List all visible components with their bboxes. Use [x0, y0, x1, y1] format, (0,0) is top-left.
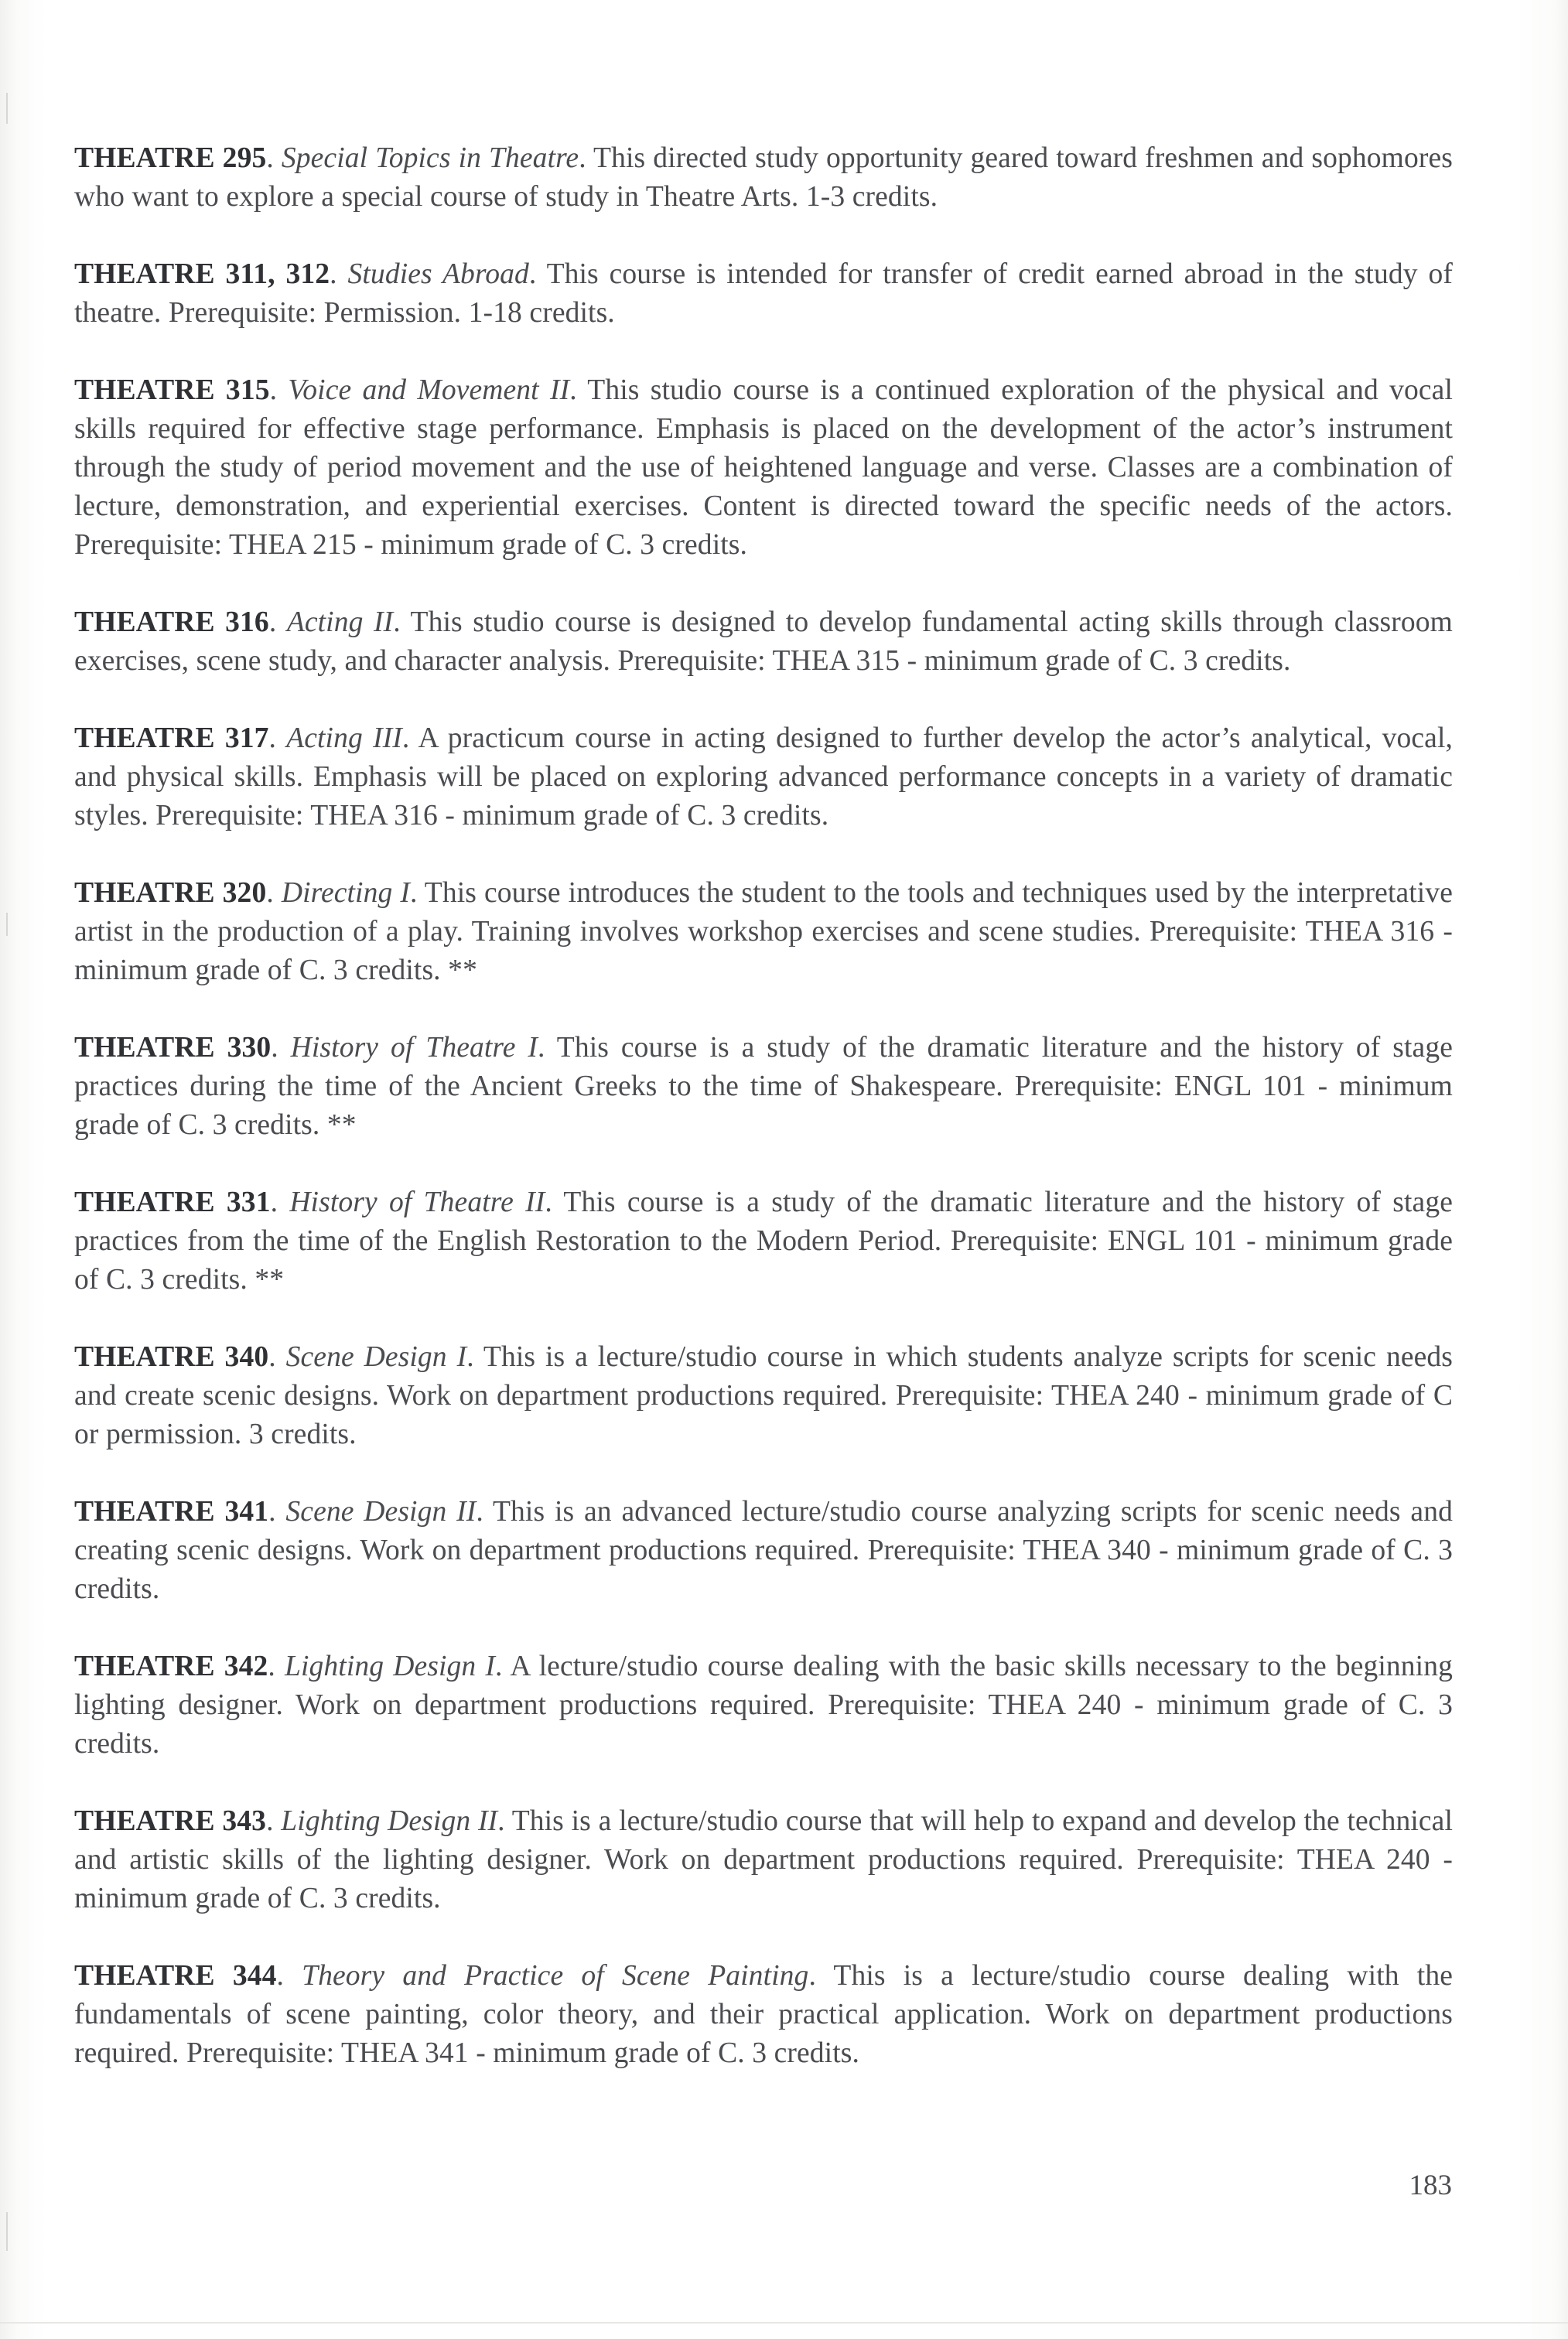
- course-entry: THEATRE 331. History of Theatre II. This course is a study of the dramatic literature and the history of stage practices from the time of the English Restoration to the Modern Period. Prerequisite: ENGL 101 - minimum grade of C. 3 credits. **: [74, 1187, 1453, 1296]
- course-title: Voice and Movement II: [288, 374, 570, 406]
- course-description: This is a lecture/studio course that will help to expand and develop the technical and artistic skills of the lighting designer. Work on department productions required. Prerequisite: THEA 240 - minimum grade of C. 3 credits.: [74, 1805, 1453, 1914]
- course-description: This studio course is designed to develop fundamental acting skills through classroom exercises, scene study, and character analysis. Prerequisite: THEA 315 - minimum grade of C. 3 credits.: [74, 606, 1453, 677]
- course-entry: THEATRE 343. Lighting Design II. This is a lecture/studio course that will help to expand and develop the technical and artistic skills of the lighting designer. Work on department productions required. Prerequisite: THEA 240 - minimum grade of C. 3 credits.: [74, 1805, 1453, 1914]
- course-description: This is a lecture/studio course in which students analyze scripts for scenic needs and create scenic designs. Work on department productions required. Prerequisite: THEA 240 - minimum grade of C or permission. 3 credits.: [74, 1341, 1453, 1450]
- course-entry: THEATRE 344. Theory and Practice of Scene Painting. This is a lecture/studio course dealing with the fundamentals of scene painting, color theory, and their practical application. Work on department productions required. Prerequisite: THEA 341 - minimum grade of C. 3 credits.: [74, 1960, 1453, 2069]
- course-entry: THEATRE 316. Acting II. This studio course is designed to develop fundamental acting skills through classroom exercises, scene study, and character analysis. Prerequisite: THEA 315 - minimum grade of C. 3 credits.: [74, 606, 1453, 677]
- course-title: Theory and Practice of Scene Painting: [302, 1960, 809, 1992]
- course-description: A lecture/studio course dealing with the basic skills necessary to the beginning lighting designer. Work on department productions required. Prerequisite: THEA 240 - minimum grade of C. 3 credits.: [74, 1651, 1453, 1760]
- course-entry: THEATRE 317. Acting III. A practicum course in acting designed to further develop the actor’s analytical, vocal, and physical skills. Emphasis will be placed on exploring advanced performance concepts in a variety of dramatic styles. Prerequisite: THEA 316 - minimum grade of C. 3 credits.: [74, 722, 1453, 831]
- course-description: This course introduces the student to the tools and techniques used by the interpretative artist in the production of a play. Training involves workshop exercises and scene studies. Prerequisite: THEA 316 - minimum grade of C. 3 credits. **: [74, 877, 1454, 986]
- page-number: 183: [1409, 2170, 1452, 2201]
- course-description: This is a lecture/studio course dealing with the fundamentals of scene painting, color theory, and their practical application. Work on department productions required. Prerequisite: THEA 341 - minimum grade of C. 3 credits.: [74, 1960, 1453, 2069]
- page-bottom-edge: [0, 2322, 1568, 2324]
- course-description: This directed study opportunity geared toward freshmen and sophomores who want to explore a special course of study in Theatre Arts. 1-3 credits.: [74, 142, 1453, 213]
- course-list: [74, 139, 1453, 2112]
- course-code: THEATRE 311, 312: [74, 258, 330, 290]
- course-description: This is an advanced lecture/studio course analyzing scripts for scenic needs and creating scenic designs. Work on department productions required. Prerequisite: THEA 340 - minimum grade of C. 3 credits.: [74, 1496, 1453, 1605]
- course-code: THEATRE 343: [74, 1805, 267, 1837]
- scan-margin-mark: [6, 913, 8, 936]
- course-code: THEATRE 330: [74, 1032, 272, 1064]
- course-code: THEATRE 320: [74, 877, 267, 909]
- course-description: This studio course is a continued exploration of the physical and vocal skills required for effective stage performance. Emphasis is placed on the development of the actor’s instrument through the study of period movement and the use of heightened language and verse. Classes are a combination of lecture, demonstration, and experiential exercises. Content is directed toward the specific needs of the actors. Prerequisite: THEA 215 - minimum grade of C. 3 credits.: [74, 374, 1454, 561]
- course-title: Special Topics in Theatre: [281, 142, 579, 174]
- course-description: This course is a study of the dramatic literature and the history of stage practices from the time of the English Restoration to the Modern Period. Prerequisite: ENGL 101 - minimum grade of C. 3 credits. **: [74, 1187, 1453, 1296]
- course-code: THEATRE 295: [74, 142, 267, 174]
- course-title: Scene Design I: [285, 1341, 467, 1373]
- course-title: History of Theatre I: [290, 1032, 538, 1064]
- page-body: [74, 0, 1453, 2339]
- course-code: THEATRE 331: [74, 1187, 271, 1218]
- course-entry: THEATRE 340. Scene Design I. This is a lecture/studio course in which students analyze scripts for scenic needs and create scenic designs. Work on department productions required. Prerequisite: THEA 240 - minimum grade of C or permission. 3 credits.: [74, 1341, 1453, 1450]
- course-code: THEATRE 316: [74, 606, 269, 638]
- scan-margin-mark: [6, 93, 8, 124]
- course-title: Directing I: [281, 877, 410, 909]
- course-title: Acting II: [286, 606, 394, 638]
- scan-margin-mark: [6, 2212, 8, 2251]
- course-title: Studies Abroad: [347, 258, 529, 290]
- course-entry: THEATRE 315. Voice and Movement II. This studio course is a continued exploration of the physical and vocal skills required for effective stage performance. Emphasis is placed on the development of the actor’s instrument through the study of period movement and the use of heightened language and verse. Classes are a combination of lecture, demonstration, and experiential exercises. Content is directed toward the specific needs of the actors. Prerequisite: THEA 215 - minimum grade of C. 3 credits.: [74, 374, 1454, 561]
- course-code: THEATRE 342: [74, 1651, 268, 1682]
- course-title: Lighting Design I: [284, 1651, 495, 1682]
- course-entry: THEATRE 311, 312. Studies Abroad. This course is intended for transfer of credit earned abroad in the study of theatre. Prerequisite: Permission. 1-18 credits.: [74, 258, 1453, 329]
- course-code: THEATRE 344: [74, 1960, 277, 1992]
- course-entry: THEATRE 341. Scene Design II. This is an advanced lecture/studio course analyzing scripts for scenic needs and creating scenic designs. Work on department productions required. Prerequisite: THEA 340 - minimum grade of C. 3 credits.: [74, 1496, 1453, 1605]
- course-entry: THEATRE 320. Directing I. This course introduces the student to the tools and techniques used by the interpretative artist in the production of a play. Training involves workshop exercises and scene studies. Prerequisite: THEA 316 - minimum grade of C. 3 credits. **: [74, 877, 1454, 986]
- course-title: Lighting Design II: [281, 1805, 498, 1837]
- course-title: Scene Design II: [285, 1496, 477, 1528]
- course-entry: THEATRE 295. Special Topics in Theatre. This directed study opportunity geared toward freshmen and sophomores who want to explore a special course of study in Theatre Arts. 1-3 credits.: [74, 142, 1453, 213]
- course-description: This course is intended for transfer of credit earned abroad in the study of theatre. Prerequisite: Permission. 1-18 credits.: [74, 258, 1453, 329]
- course-code: THEATRE 340: [74, 1341, 269, 1373]
- course-code: THEATRE 315: [74, 374, 270, 406]
- course-description: This course is a study of the dramatic literature and the history of stage practices during the time of the Ancient Greeks to the time of Shakespeare. Prerequisite: ENGL 101 - minimum grade of C. 3 credits. **: [74, 1032, 1453, 1141]
- course-title: Acting III: [286, 722, 402, 754]
- course-description: A practicum course in acting designed to further develop the actor’s analytical, vocal, and physical skills. Emphasis will be placed on exploring advanced performance concepts in a variety of dramatic styles. Prerequisite: THEA 316 - minimum grade of C. 3 credits.: [74, 722, 1453, 831]
- course-code: THEATRE 317: [74, 722, 269, 754]
- course-code: THEATRE 341: [74, 1496, 269, 1528]
- course-entry: THEATRE 342. Lighting Design I. A lecture/studio course dealing with the basic skills necessary to the beginning lighting designer. Work on department productions required. Prerequisite: THEA 240 - minimum grade of C. 3 credits.: [74, 1651, 1453, 1760]
- course-title: History of Theatre II: [289, 1187, 545, 1218]
- course-entry: THEATRE 330. History of Theatre I. This course is a study of the dramatic literature and the history of stage practices during the time of the Ancient Greeks to the time of Shakespeare. Prerequisite: ENGL 101 - minimum grade of C. 3 credits. **: [74, 1032, 1453, 1141]
